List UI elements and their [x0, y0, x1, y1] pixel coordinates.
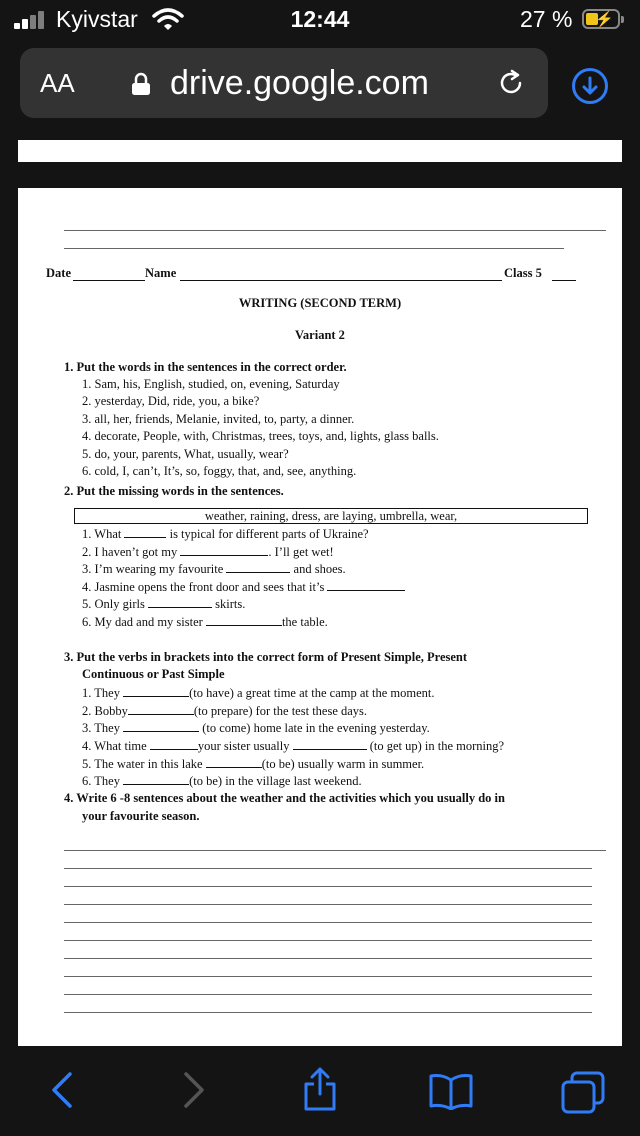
task-1-item: 4. decorate, People, with, Christmas, trees, toys, and, lights, glass balls.	[82, 429, 439, 443]
task-3-item: 3. They (to come) home late in the evening yesterday.	[82, 721, 430, 735]
forward-icon[interactable]	[176, 1070, 212, 1110]
share-icon[interactable]	[300, 1066, 340, 1112]
task-1-item: 3. all, her, friends, Melanie, invited, to, party, a dinner.	[82, 412, 355, 426]
task-1-item: 6. cold, I, can’t, It’s, so, foggy, that, and, see, anything.	[82, 464, 357, 478]
task-2-item: 6. My dad and my sister the table.	[82, 615, 328, 629]
url-text[interactable]: drive.google.com	[170, 64, 429, 102]
download-icon[interactable]	[572, 68, 608, 104]
task-2-item: 2. I haven’t got my . I’ll get wet!	[82, 545, 334, 559]
clock: 12:44	[290, 6, 350, 32]
task-2-item: 3. I’m wearing my favourite and shoes.	[82, 562, 346, 576]
battery-percent: 27 %	[520, 6, 573, 32]
battery-charging-icon: ⚡	[582, 9, 620, 29]
tabs-icon[interactable]	[560, 1070, 606, 1114]
task-2-heading: 2. Put the missing words in the sentences.	[64, 484, 284, 498]
task-4-heading: 4. Write 6 -8 sentences about the weather and the activities which you usually do in	[64, 791, 505, 805]
date-label: Date	[46, 266, 71, 280]
previous-page-bottom	[18, 140, 622, 162]
document-page[interactable]	[18, 188, 622, 1046]
back-icon[interactable]	[44, 1070, 80, 1110]
task-3-heading-cont: Continuous or Past Simple	[82, 667, 225, 681]
task-3-item: 4. What time your sister usually (to get up) in the morning?	[82, 739, 505, 753]
task-3-heading: 3. Put the verbs in brackets into the correct form of Present Simple, Present	[64, 650, 468, 664]
task-3-item: 5. The water in this lake (to be) usually warm in summer.	[82, 757, 425, 771]
class-label: Class 5	[504, 266, 542, 280]
word-bank: weather, raining, dress, are laying, umbrella, wear,	[74, 508, 588, 524]
name-label: Name	[145, 266, 177, 280]
task-1-item: 5. do, your, parents, What, usually, wear?	[82, 447, 289, 461]
carrier-name: Kyivstar	[56, 6, 138, 32]
browser-toolbar	[0, 1046, 640, 1136]
reload-icon[interactable]	[496, 68, 526, 98]
task-2-item: 1. What is typical for different parts of Ukraine?	[82, 527, 369, 541]
lock-icon	[131, 72, 151, 96]
task-3-item: 2. Bobby (to prepare) for the test these days.	[82, 704, 368, 718]
task-1-item: 1. Sam, his, English, studied, on, evening, Saturday	[82, 377, 340, 391]
task-4-heading-cont: your favourite season.	[82, 809, 200, 823]
text-size-button[interactable]: AA	[40, 68, 75, 98]
task-3-item: 1. They (to have) a great time at the camp at the moment.	[82, 686, 435, 700]
task-3-item: 6. They (to be) in the village last weekend.	[82, 774, 362, 788]
status-bar	[0, 0, 640, 40]
task-1-item: 2. yesterday, Did, ride, you, a bike?	[82, 394, 260, 408]
address-bar[interactable]	[20, 48, 548, 118]
task-2-item: 5. Only girls skirts.	[82, 597, 246, 611]
bookmarks-icon[interactable]	[428, 1072, 474, 1110]
task-2-item: 4. Jasmine opens the front door and sees that it’s	[82, 579, 405, 595]
variant-label: Variant 2	[295, 328, 345, 342]
task-1-heading: 1. Put the words in the sentences in the correct order.	[64, 360, 347, 374]
worksheet-title: WRITING (SECOND TERM)	[238, 296, 402, 310]
